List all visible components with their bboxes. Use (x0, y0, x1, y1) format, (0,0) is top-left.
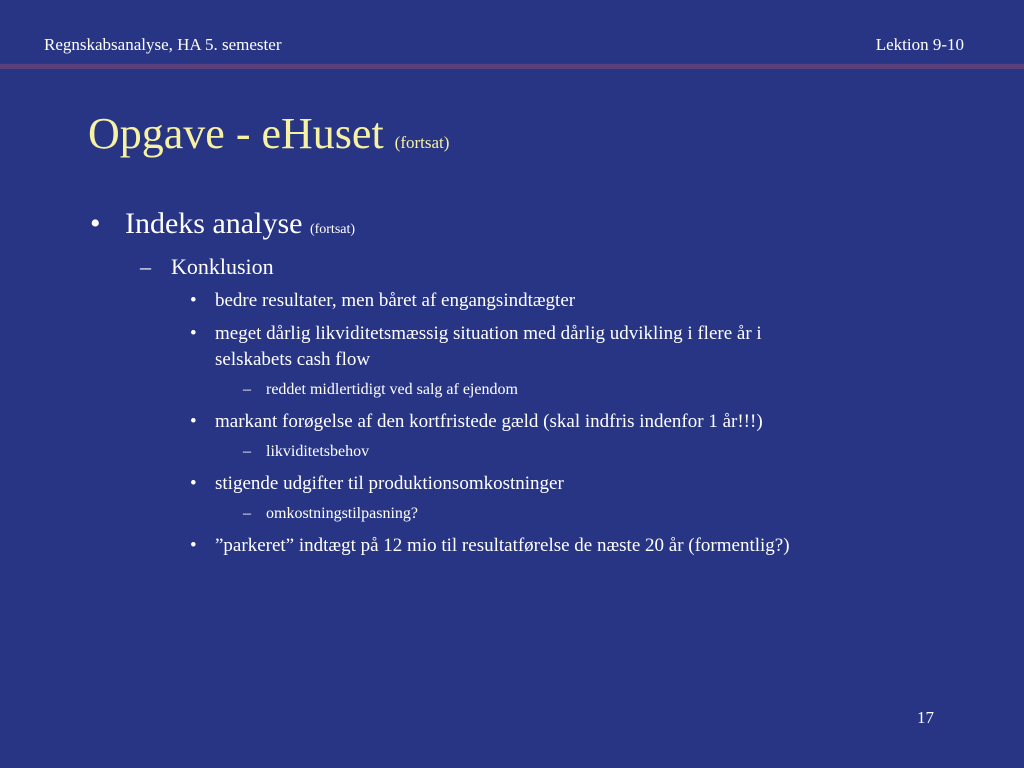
point-text: stigende udgifter til produktionsomkostninger (215, 473, 564, 494)
point-text-continued: selskabets cash flow (215, 349, 371, 370)
bullet-point: • (190, 290, 197, 311)
subpoint-text: likviditetsbehov (266, 443, 370, 460)
slide-title-suffix: (fortsat) (394, 133, 450, 152)
point-text: markant forøgelse af den kortfristede gæld (skal indfris indenfor 1 år!!!) (215, 411, 763, 432)
bullet-level2: – (140, 254, 151, 279)
bullet-subpoint: – (243, 381, 251, 398)
bullet-point: • (190, 323, 197, 344)
bullet-level1: • (90, 207, 101, 240)
bullet-point: • (190, 411, 197, 432)
level1-suffix: (fortsat) (309, 222, 356, 237)
level1-text: Indeks analyse (125, 207, 303, 240)
bullet-point: • (190, 473, 197, 494)
point-text: bedre resultater, men båret af engangsindtægter (215, 290, 576, 311)
page-number: 17 (917, 708, 934, 727)
bullet-point: • (190, 535, 197, 556)
level1-item (125, 207, 355, 241)
point-text: ”parkeret” indtægt på 12 mio til resultatførelse de næste 20 år (formentlig?) (215, 535, 790, 556)
header-lecture-label: Lektion 9-10 (875, 35, 964, 54)
subpoint-text: reddet midlertidigt ved salg af ejendom (266, 381, 518, 398)
level2-text: Konklusion (171, 254, 274, 279)
slide-title-main: Opgave - eHuset (88, 109, 384, 158)
point-text: meget dårlig likviditetsmæssig situation med dårlig udvikling i flere år i (215, 323, 762, 344)
subpoint-text: omkostningstilpasning? (266, 505, 418, 522)
header-course-title: Regnskabsanalyse, HA 5. semester (44, 35, 282, 54)
bullet-subpoint: – (243, 505, 251, 522)
bullet-subpoint: – (243, 443, 251, 460)
